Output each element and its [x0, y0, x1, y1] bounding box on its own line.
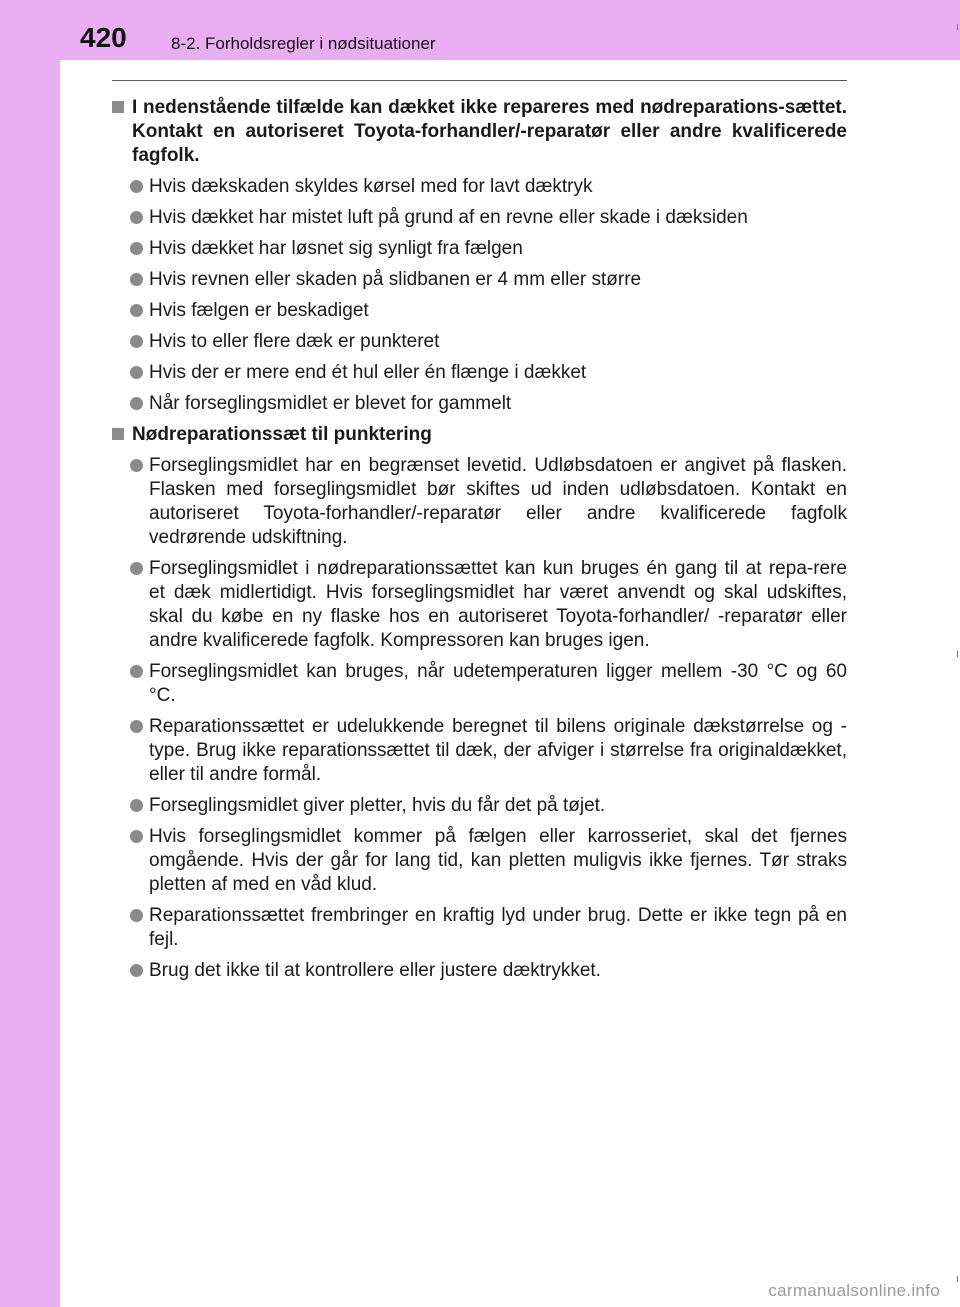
- section-repair-kit: [111, 423, 847, 983]
- list-item: [111, 268, 847, 292]
- circle-bullet-icon: [130, 964, 143, 977]
- side-color-band: [0, 0, 60, 1307]
- page-number: 420: [80, 22, 127, 53]
- section-heading-text: I nedenstående tilfælde kan dækket ikke repareres med nødreparations-sættet. Kontakt en autoriseret Toyota-forhandler/-reparatør eller andre kvalificerede fagfolk.: [132, 97, 847, 166]
- list-item: [111, 715, 847, 787]
- list-item-text: Hvis fælgen er beskadiget: [149, 300, 369, 321]
- list-item-text: Reparationssættet frembringer en kraftig lyd under brug. Dette er ikke tegn på en fejl.: [149, 905, 847, 950]
- circle-bullet-icon: [130, 909, 143, 922]
- circle-bullet-icon: [130, 242, 143, 255]
- list-item: [111, 361, 847, 385]
- square-bullet-icon: [112, 428, 124, 440]
- list-item-text: Hvis revnen eller skaden på slidbanen er 4 mm eller større: [149, 269, 642, 290]
- crop-mark: [957, 1276, 958, 1282]
- circle-bullet-icon: [130, 180, 143, 193]
- list-item: [111, 794, 847, 818]
- list-item-text: Forseglingsmidlet kan bruges, når udetemperaturen ligger mellem -30 °C og 60 °C.: [149, 661, 847, 706]
- square-bullet-icon: [112, 101, 124, 113]
- circle-bullet-icon: [130, 799, 143, 812]
- circle-bullet-icon: [130, 397, 143, 410]
- circle-bullet-icon: [130, 665, 143, 678]
- list-item: [111, 299, 847, 323]
- list-item-text: Brug det ikke til at kontrollere eller justere dæktrykket.: [149, 960, 601, 981]
- list-item-text: Forseglingsmidlet i nødreparationssættet kan kun bruges én gang til at repa-rere et dæk midlertidigt. Hvis forseglingsmidlet har været anvendt og skal udskiftes, skal du købe en ny flaske hos en autoriseret Toyota-forhandler/ -reparatør eller andre kvalificerede fagfolk. Kompressoren kan bruges igen.: [149, 558, 847, 651]
- list-item: [111, 330, 847, 354]
- list-item: [111, 660, 847, 708]
- list-item-text: Hvis to eller flere dæk er punkteret: [149, 331, 440, 352]
- section-heading-text: Nødreparationssæt til punktering: [132, 424, 432, 445]
- header-divider: [112, 80, 847, 81]
- circle-bullet-icon: [130, 562, 143, 575]
- list-item: [111, 959, 847, 983]
- circle-bullet-icon: [130, 335, 143, 348]
- list-item: [111, 454, 847, 550]
- circle-bullet-icon: [130, 830, 143, 843]
- list-item: [111, 557, 847, 653]
- list-item-text: Hvis dækskaden skyldes kørsel med for lavt dæktryk: [149, 176, 593, 197]
- circle-bullet-icon: [130, 273, 143, 286]
- list-item: [111, 175, 847, 199]
- page-body: [111, 96, 847, 990]
- circle-bullet-icon: [130, 304, 143, 317]
- list-item-text: Reparationssættet er udelukkende beregnet til bilens originale dækstørrelse og -type. Brug ikke reparationssættet til dæk, der afviger i størrelse fra originaldækket, eller til andre formål.: [149, 716, 847, 785]
- circle-bullet-icon: [130, 366, 143, 379]
- circle-bullet-icon: [130, 211, 143, 224]
- watermark: carmanualsonline.info: [768, 1281, 940, 1300]
- list-item: [111, 392, 847, 416]
- crop-mark: [957, 24, 958, 30]
- section-heading: [111, 423, 847, 447]
- circle-bullet-icon: [130, 459, 143, 472]
- section-heading: [111, 96, 847, 168]
- list-item-text: Forseglingsmidlet giver pletter, hvis du får det på tøjet.: [149, 795, 606, 816]
- section-cannot-repair: [111, 96, 847, 416]
- list-item: [111, 237, 847, 261]
- list-item: [111, 206, 847, 230]
- crop-mark: [957, 651, 958, 657]
- circle-bullet-icon: [130, 720, 143, 733]
- list-item: [111, 904, 847, 952]
- list-item-text: Hvis der er mere end ét hul eller én flænge i dækket: [149, 362, 587, 383]
- list-item-text: Hvis dækket har mistet luft på grund af en revne eller skade i dæksiden: [149, 207, 748, 228]
- list-item-text: Hvis forseglingsmidlet kommer på fælgen eller karrosseriet, skal det fjernes omgående. Hvis der går for lang tid, kan pletten muligvis ikke fjernes. Tør straks pletten af med en våd klud.: [149, 826, 847, 895]
- list-item-text: Hvis dækket har løsnet sig synligt fra fælgen: [149, 238, 523, 259]
- list-item: [111, 825, 847, 897]
- list-item-text: Når forseglingsmidlet er blevet for gammelt: [149, 393, 512, 414]
- list-item-text: Forseglingsmidlet har en begrænset levetid. Udløbsdatoen er angivet på flasken. Flasken med forseglingsmidlet bør skiftes ud inden udløbsdatoen. Kontakt en autoriseret Toyota-forhandler/-reparatør eller andre kvalificerede fagfolk vedrørende udskiftning.: [149, 455, 847, 548]
- chapter-title: 8-2. Forholdsregler i nødsituationer: [171, 34, 436, 53]
